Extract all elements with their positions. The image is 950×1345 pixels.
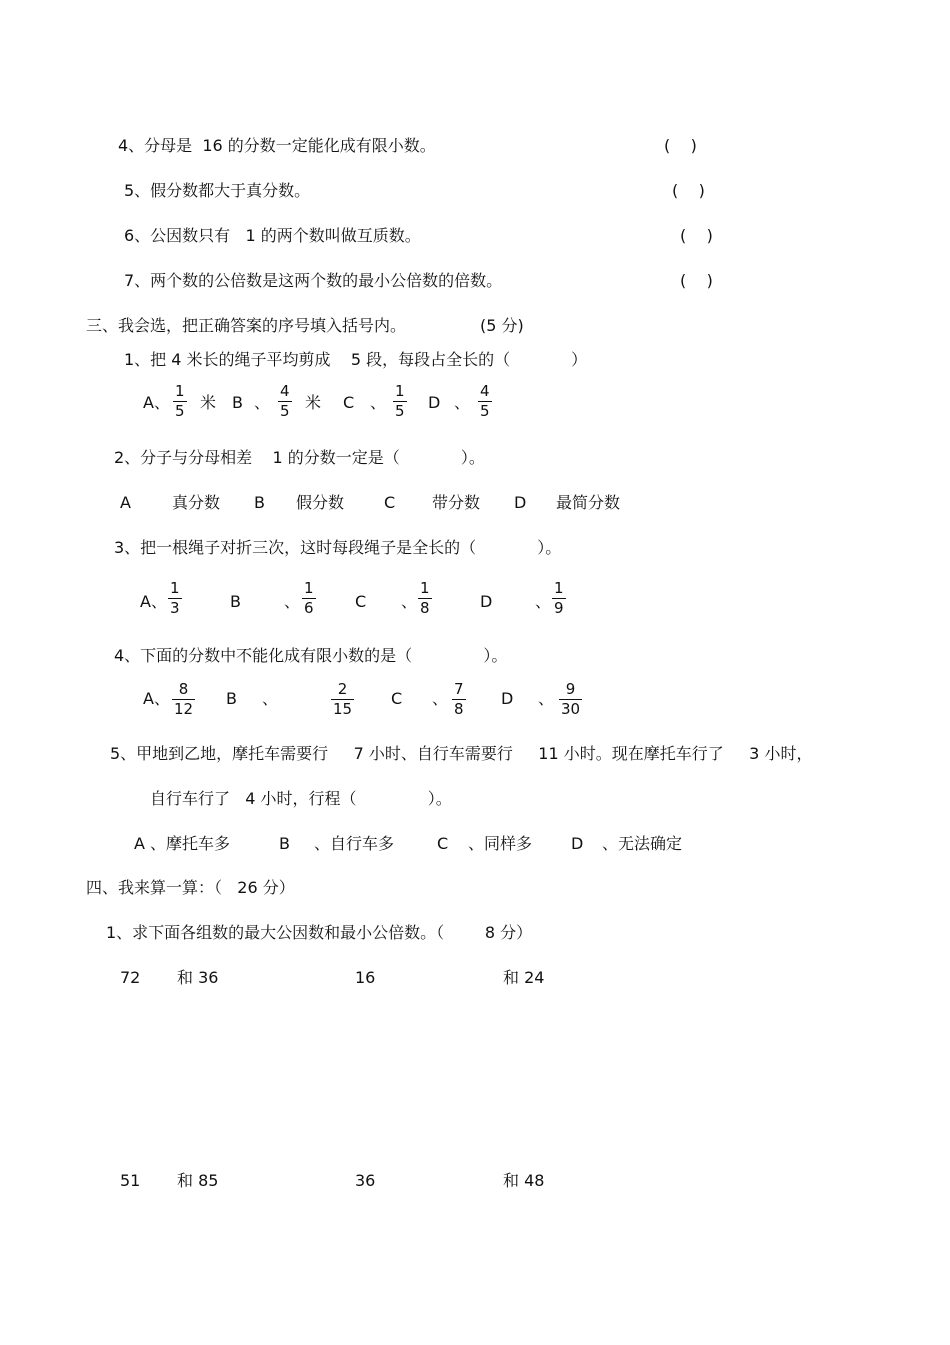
choice-question-1: 1、把 4 米长的绳子平均剪成 5 段，每段占全长的（ ） bbox=[124, 350, 588, 369]
fraction: 2 15 bbox=[333, 680, 353, 718]
option-label: A bbox=[120, 493, 131, 512]
number: 36 bbox=[355, 1171, 376, 1190]
fraction: 1 3 bbox=[170, 579, 180, 617]
judge-item-4: 4、分母是 16 的分数一定能化成有限小数。 bbox=[118, 136, 436, 155]
fraction: 1 8 bbox=[420, 579, 430, 617]
section-3-heading: 三、我会选，把正确答案的序号填入括号内。 bbox=[86, 316, 407, 335]
choice-question-2: 2、分子与分母相差 1 的分数一定是（ ）。 bbox=[114, 448, 485, 467]
judge-item-5: 5、假分数都大于真分数。 bbox=[124, 181, 311, 200]
answer-paren[interactable]: ( ) bbox=[680, 271, 713, 290]
fraction: 8 12 bbox=[174, 680, 194, 718]
option-label: 、 bbox=[370, 393, 387, 412]
section-3-score: (5 分) bbox=[480, 316, 524, 335]
option-label: 、 bbox=[454, 393, 471, 412]
judge-item-6: 6、公因数只有 1 的两个数叫做互质数。 bbox=[124, 226, 421, 245]
number: 和 85 bbox=[177, 1171, 219, 1190]
option-label: B bbox=[232, 393, 243, 412]
option-label: D bbox=[428, 393, 441, 412]
option-text: 、自行车多 bbox=[314, 834, 395, 853]
option-label: C bbox=[437, 834, 449, 853]
fraction: 1 5 bbox=[395, 382, 405, 420]
section-4-heading: 四、我来算一算：（ 26 分） bbox=[86, 878, 295, 897]
option-label: C bbox=[384, 493, 396, 512]
number: 和 36 bbox=[177, 968, 219, 987]
option-label: D bbox=[480, 592, 493, 611]
fraction: 1 6 bbox=[304, 579, 314, 617]
option-label: 、 bbox=[262, 689, 279, 708]
choice-question-4: 4、下面的分数中不能化成有限小数的是（ ）。 bbox=[114, 646, 508, 665]
fraction: 1 5 bbox=[175, 382, 185, 420]
option-label: C bbox=[355, 592, 367, 611]
option-text: 最简分数 bbox=[556, 493, 621, 512]
option-text: 米 bbox=[200, 393, 217, 412]
number: 72 bbox=[120, 968, 141, 987]
option-label: D bbox=[501, 689, 514, 708]
option-label: 、 bbox=[432, 689, 449, 708]
option-label: 、 bbox=[538, 689, 555, 708]
number: 16 bbox=[355, 968, 376, 987]
option-text: 假分数 bbox=[296, 493, 345, 512]
fraction: 1 9 bbox=[554, 579, 564, 617]
option-text: 真分数 bbox=[172, 493, 221, 512]
number: 51 bbox=[120, 1171, 141, 1190]
option-label: B bbox=[226, 689, 237, 708]
answer-paren[interactable]: ( ) bbox=[680, 226, 713, 245]
fraction: 4 5 bbox=[280, 382, 290, 420]
number: 和 24 bbox=[503, 968, 545, 987]
judge-item-7: 7、两个数的公倍数是这两个数的最小公倍数的倍数。 bbox=[124, 271, 503, 290]
choice-question-5: 5、甲地到乙地，摩托车需要行 7 小时、自行车需要行 11 小时。现在摩托车行了 3 小时， bbox=[110, 744, 813, 763]
option-label: D bbox=[514, 493, 527, 512]
option-text: 米 bbox=[305, 393, 322, 412]
fraction: 7 8 bbox=[454, 680, 464, 718]
option-label: B bbox=[279, 834, 290, 853]
answer-paren[interactable]: ( ) bbox=[672, 181, 705, 200]
option-label: 、 bbox=[401, 592, 418, 611]
option-label: B bbox=[230, 592, 241, 611]
option-label: A、 bbox=[143, 689, 170, 708]
option-label: 、 bbox=[284, 592, 301, 611]
option-label: D bbox=[571, 834, 584, 853]
option-label: C bbox=[343, 393, 355, 412]
number: 和 48 bbox=[503, 1171, 545, 1190]
option-label: A、 bbox=[143, 393, 170, 412]
answer-paren[interactable]: ( ) bbox=[664, 136, 697, 155]
choice-question-5-cont: 自行车行了 4 小时，行程（ ）。 bbox=[150, 789, 452, 808]
option-label: C bbox=[391, 689, 403, 708]
calc-question-1: 1、求下面各组数的最大公因数和最小公倍数。（ 8 分） bbox=[106, 923, 533, 942]
option-label: A、 bbox=[140, 592, 167, 611]
option-label: B bbox=[254, 493, 265, 512]
option-text: 、同样多 bbox=[468, 834, 533, 853]
choice-question-3: 3、把一根绳子对折三次，这时每段绳子是全长的（ ）。 bbox=[114, 538, 562, 557]
option-label: 、 bbox=[254, 393, 271, 412]
option-text: 带分数 bbox=[432, 493, 481, 512]
fraction: 9 30 bbox=[561, 680, 581, 718]
option-text: A 、摩托车多 bbox=[134, 834, 231, 853]
option-label: 、 bbox=[535, 592, 552, 611]
fraction: 4 5 bbox=[480, 382, 490, 420]
option-text: 、无法确定 bbox=[602, 834, 683, 853]
